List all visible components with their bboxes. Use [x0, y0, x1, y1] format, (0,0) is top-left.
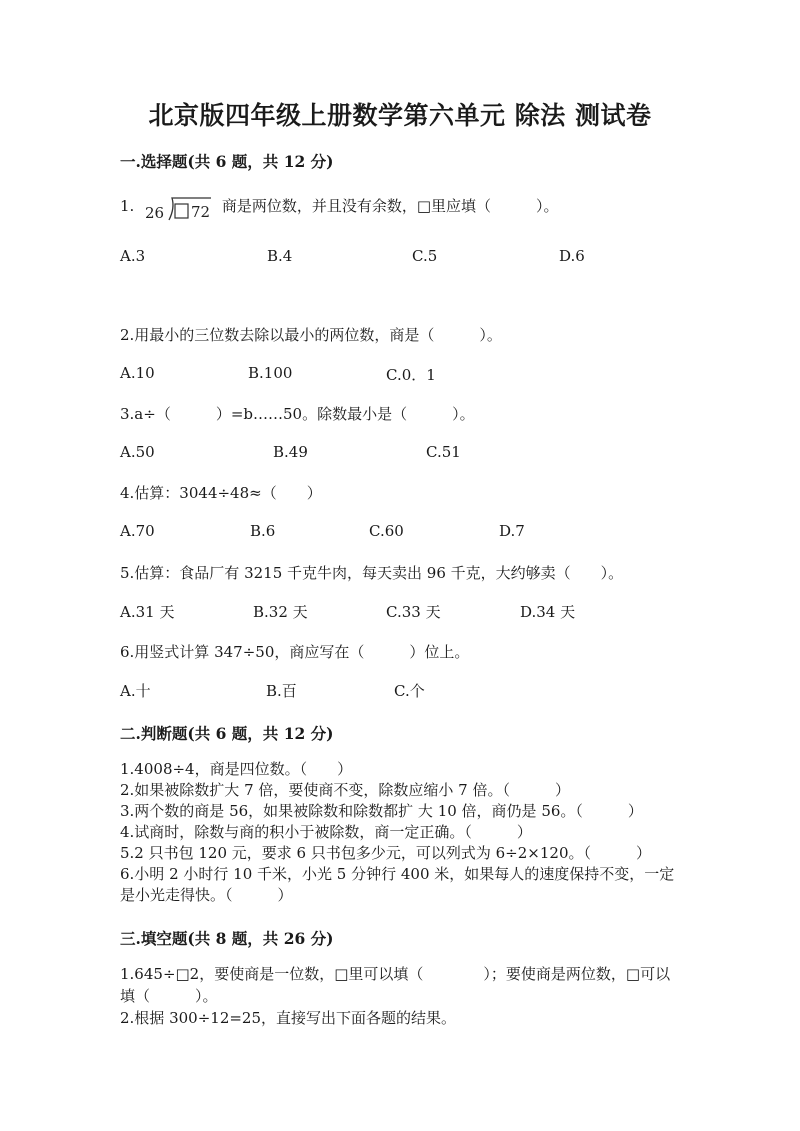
question-3: 3.a÷（ ）=b……50。除数最小是（ ）。 — [120, 405, 475, 423]
option-d[interactable]: D.34 天 — [520, 603, 576, 621]
question-2: 2.用最小的三位数去除以最小的两位数，商是（ ）。 — [120, 326, 502, 344]
fill-item: 2.根据 300÷12=25，直接写出下面各题的结果。 — [120, 1009, 457, 1027]
options-q6 — [120, 680, 720, 700]
page-title: 北京版四年级上册数学第六单元 除法 测试卷 — [148, 101, 652, 130]
option-a[interactable]: A.70 — [120, 522, 155, 540]
dividend-text: 72 — [191, 203, 211, 221]
options-q3 — [120, 443, 720, 463]
judge-item: 5.2 只书包 120 元，要求 6 只书包多少元，可以列式为 6÷2×120。（ ） — [120, 844, 651, 862]
judge-item: 2.如果被除数扩大 7 倍，要使商不变，除数应缩小 7 倍。（ ） — [120, 781, 570, 799]
option-b[interactable]: B.6 — [250, 522, 276, 540]
question-6: 6.用竖式计算 347÷50，商应写在（ ）位上。 — [120, 643, 470, 661]
option-c[interactable]: C.51 — [426, 443, 461, 461]
judge-item: 3.两个数的商是 56，如果被除数和除数都扩 大 10 倍，商仍是 56。（ ） — [120, 802, 643, 820]
option-c[interactable]: C.5 — [412, 247, 438, 265]
question-4: 4.估算：3044÷48≈（ ） — [120, 484, 322, 502]
option-b[interactable]: B.100 — [248, 364, 293, 382]
option-c[interactable]: C.33 天 — [386, 603, 441, 621]
fill-item: 1.645÷□2，要使商是一位数，□里可以填（ ）；要使商是两位数，□可以填（ ）。 — [120, 965, 671, 1005]
long-division-icon — [145, 196, 211, 222]
judge-item: 6.小明 2 小时行 10 千米，小光 5 分钟行 400 米，如果每人的速度保持不变，一定是小光走得快。（ ） — [120, 865, 675, 904]
question-text: 商是两位数，并且没有余数，□里应填（ ）。 — [221, 197, 559, 215]
option-b[interactable]: B.32 天 — [253, 603, 308, 621]
options-q1 — [120, 247, 720, 267]
judge-item: 1.4008÷4，商是四位数。（ ） — [120, 760, 353, 778]
section-heading-fill: 三.填空题(共 8 题，共 26 分) — [120, 929, 334, 948]
option-b[interactable]: B.49 — [273, 443, 308, 461]
section-heading-choice: 一.选择题(共 6 题，共 12 分) — [120, 152, 334, 171]
option-d[interactable]: D.7 — [499, 522, 525, 540]
option-b[interactable]: B.4 — [267, 247, 293, 265]
option-b[interactable]: B.百 — [266, 682, 297, 700]
option-c[interactable]: C.个 — [394, 682, 425, 700]
divisor-text: 26 — [145, 204, 165, 222]
judge-list — [120, 759, 685, 906]
question-1 — [120, 192, 559, 222]
fill-list — [120, 963, 685, 1029]
long-division-figure — [145, 196, 211, 226]
option-d[interactable]: D.6 — [559, 247, 585, 265]
blank-box-icon — [175, 204, 188, 218]
section-heading-judge: 二.判断题(共 6 题，共 12 分) — [120, 724, 334, 743]
question-5: 5.估算：食品厂有 3215 千克牛肉，每天卖出 96 千克，大约够卖（ ）。 — [120, 564, 624, 582]
option-a[interactable]: A.3 — [120, 247, 146, 265]
judge-item: 4.试商时，除数与商的积小于被除数，商一定正确。（ ） — [120, 823, 532, 841]
options-q2 — [120, 364, 720, 384]
option-a[interactable]: A.10 — [120, 364, 155, 382]
options-q4 — [120, 522, 720, 542]
option-a[interactable]: A.31 天 — [120, 603, 175, 621]
question-number: 1. — [120, 197, 135, 215]
option-a[interactable]: A.十 — [120, 682, 151, 700]
option-c[interactable]: C.60 — [369, 522, 404, 540]
options-q5 — [120, 601, 720, 621]
option-c[interactable]: C.0．1 — [386, 366, 436, 384]
option-a[interactable]: A.50 — [120, 443, 155, 461]
